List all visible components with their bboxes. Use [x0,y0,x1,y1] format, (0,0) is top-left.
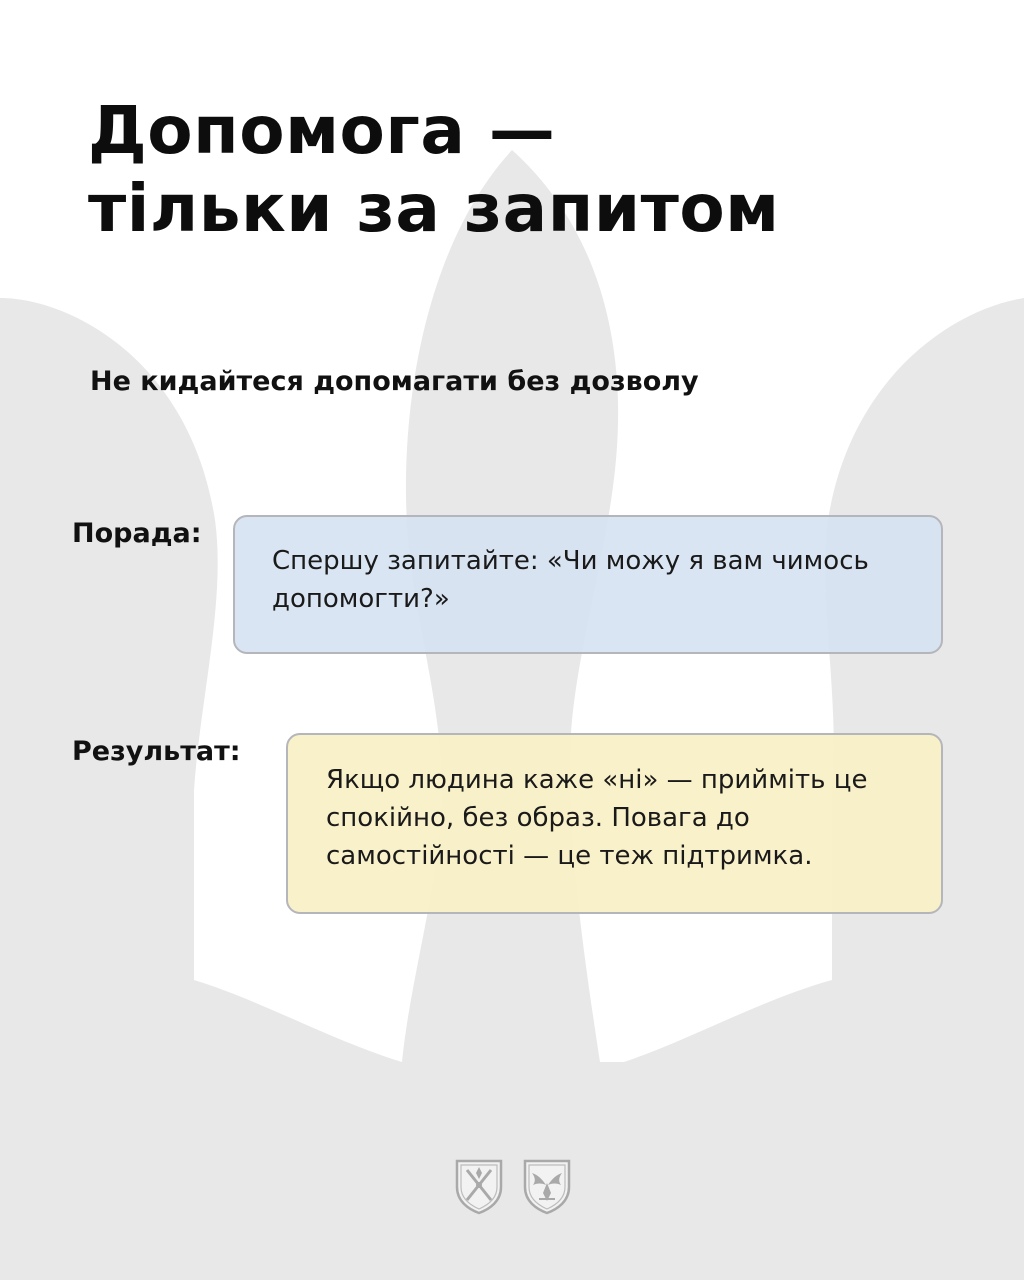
result-card [286,733,943,914]
advice-label: Порада: [72,518,202,549]
background-inner-left [194,980,402,1062]
page-title-line-1: Допомога — [88,92,556,169]
footer-logos [454,1157,572,1217]
background-right-arm [825,298,1024,1062]
advice-card [233,515,943,654]
background-inner-right [624,980,832,1062]
background-left-arm [0,298,218,1062]
page-title [88,92,780,248]
advice-text: Спершу запитайте: «Чи можу я вам чимось допомогти?» [272,546,869,614]
page-subtitle: Не кидайтеся допомагати без дозволу [90,366,699,397]
page-title-line-2: тільки за запитом [88,170,780,247]
crossed-arrows-shield-icon [454,1157,504,1215]
result-label: Результат: [72,736,241,767]
bird-shield-icon [522,1157,572,1215]
result-text: Якщо людина каже «ні» — прийміть це спокійно, без образ. Повага до самостійності — це теж підтримка. [326,765,868,871]
